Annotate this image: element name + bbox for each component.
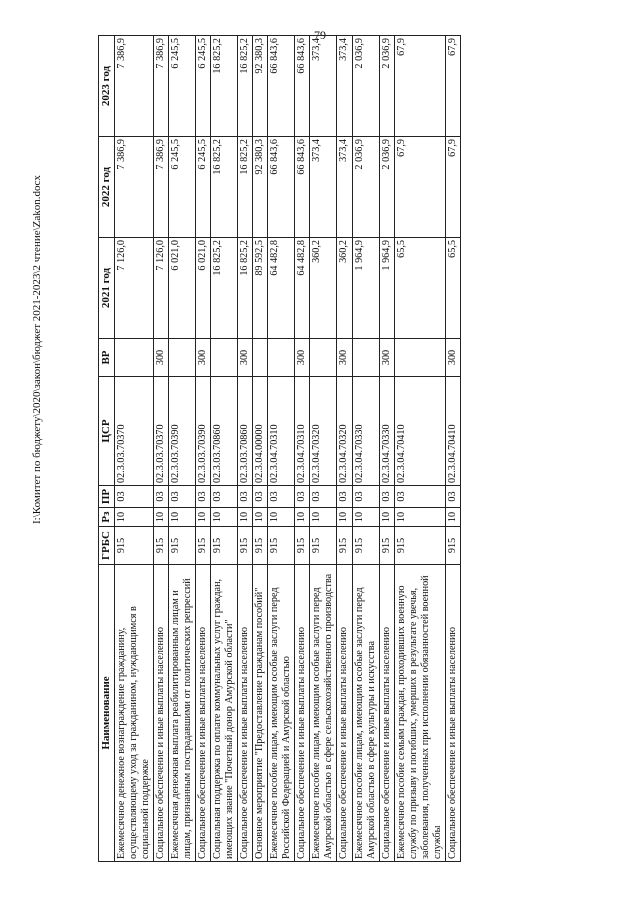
cell-vr: 300 (238, 339, 253, 377)
table-row (238, 36, 253, 862)
cell-2021: 16 825,2 (238, 238, 253, 339)
header-2023: 2023 год (99, 36, 115, 137)
cell-grbs: 915 (238, 527, 253, 565)
cell-csr: 02.3.03.70370 (154, 377, 169, 486)
cell-rz: 10 (394, 508, 445, 527)
cell-2023: 373,4 (310, 36, 337, 137)
cell-grbs: 915 (253, 527, 268, 565)
cell-vr: 300 (379, 339, 394, 377)
table-row (114, 36, 153, 862)
budget-table-rotated (98, 36, 556, 862)
table-row (337, 36, 352, 862)
cell-rz: 10 (253, 508, 268, 527)
header-grbs: ГРБС (99, 527, 115, 565)
cell-grbs: 915 (379, 527, 394, 565)
cell-2022: 373,4 (310, 137, 337, 238)
cell-2023: 6 245,5 (196, 36, 211, 137)
header-2021: 2021 год (99, 238, 115, 339)
cell-grbs: 915 (114, 527, 153, 565)
cell-name: Ежемесячное пособие семьям граждан, проходивших военную службу по призыву и погибших, умерших в результате увечья, заболевания, полученных при исполнении обязанностей военной службы (394, 565, 445, 862)
table-header-row (99, 36, 115, 862)
cell-2023: 2 036,9 (352, 36, 379, 137)
cell-pr: 03 (253, 486, 268, 508)
cell-2021: 65,5 (394, 238, 445, 339)
cell-2021: 7 126,0 (154, 238, 169, 339)
cell-csr: 02.3.04.70410 (394, 377, 445, 486)
cell-vr: 300 (445, 339, 460, 377)
cell-grbs: 915 (196, 527, 211, 565)
cell-2023: 7 386,9 (114, 36, 153, 137)
cell-grbs: 915 (154, 527, 169, 565)
cell-csr: 02.3.04.70330 (352, 377, 379, 486)
cell-2021: 6 021,0 (196, 238, 211, 339)
cell-csr: 02.3.03.70390 (196, 377, 211, 486)
cell-csr: 02.3.04.70320 (337, 377, 352, 486)
cell-csr: 02.3.04.70310 (268, 377, 295, 486)
cell-pr: 03 (445, 486, 460, 508)
cell-name: Ежемесячное денежное вознаграждение гражданину, осуществляющему уход за гражданином, нуждающимся в социальной поддержке (114, 565, 153, 862)
cell-2021: 6 021,0 (169, 238, 196, 339)
cell-grbs: 915 (394, 527, 445, 565)
cell-name: Социальное обеспечение и иные выплаты населению (154, 565, 169, 862)
cell-rz: 10 (352, 508, 379, 527)
cell-pr: 03 (352, 486, 379, 508)
cell-name: Основное мероприятие "Предоставление гражданам пособий" (253, 565, 268, 862)
cell-rz: 10 (310, 508, 337, 527)
header-pr: ПР (99, 486, 115, 508)
cell-name: Ежемесячная денежная выплата реабилитированным лицам и лицам, признанным пострадавшими от политических репрессий (169, 565, 196, 862)
cell-rz: 10 (114, 508, 153, 527)
cell-pr: 03 (379, 486, 394, 508)
cell-vr (394, 339, 445, 377)
cell-pr: 03 (268, 486, 295, 508)
table-row (445, 36, 460, 862)
table-row (253, 36, 268, 862)
cell-pr: 03 (337, 486, 352, 508)
budget-table (98, 35, 461, 862)
cell-rz: 10 (337, 508, 352, 527)
cell-2023: 7 386,9 (154, 36, 169, 137)
cell-grbs: 915 (268, 527, 295, 565)
cell-rz: 10 (445, 508, 460, 527)
table-row (169, 36, 196, 862)
cell-2021: 7 126,0 (114, 238, 153, 339)
cell-2022: 7 386,9 (154, 137, 169, 238)
cell-2022: 2 036,9 (379, 137, 394, 238)
cell-2021: 89 592,5 (253, 238, 268, 339)
cell-name: Социальное обеспечение и иные выплаты населению (196, 565, 211, 862)
cell-rz: 10 (238, 508, 253, 527)
cell-2022: 373,4 (337, 137, 352, 238)
table-row (268, 36, 295, 862)
cell-pr: 03 (394, 486, 445, 508)
cell-2022: 67,9 (445, 137, 460, 238)
table-row (295, 36, 310, 862)
cell-vr: 300 (295, 339, 310, 377)
cell-2022: 6 245,5 (196, 137, 211, 238)
cell-csr: 02.3.04.70410 (445, 377, 460, 486)
cell-rz: 10 (211, 508, 238, 527)
cell-csr: 02.3.03.70860 (211, 377, 238, 486)
header-vr: ВР (99, 339, 115, 377)
cell-pr: 03 (310, 486, 337, 508)
cell-vr (211, 339, 238, 377)
cell-2021: 360,2 (310, 238, 337, 339)
cell-2021: 64 482,8 (295, 238, 310, 339)
cell-csr: 02.3.04.00000 (253, 377, 268, 486)
cell-2023: 66 843,6 (268, 36, 295, 137)
cell-2021: 360,2 (337, 238, 352, 339)
cell-2022: 7 386,9 (114, 137, 153, 238)
cell-2023: 16 825,2 (211, 36, 238, 137)
cell-csr: 02.3.03.70370 (114, 377, 153, 486)
footer-file-path: I:\Комитет по бюджету\2020\закон\бюджет 2021-2023\2 чтение\Zakon.docx (31, 175, 43, 524)
cell-2022: 67,9 (394, 137, 445, 238)
page-number: 79 (314, 28, 326, 42)
cell-2023: 92 380,3 (253, 36, 268, 137)
cell-2022: 92 380,3 (253, 137, 268, 238)
cell-2022: 16 825,2 (211, 137, 238, 238)
table-row (196, 36, 211, 862)
cell-2022: 66 843,6 (268, 137, 295, 238)
cell-vr (268, 339, 295, 377)
cell-vr (310, 339, 337, 377)
header-name: Наименование (99, 565, 115, 862)
cell-pr: 03 (295, 486, 310, 508)
cell-rz: 10 (196, 508, 211, 527)
cell-grbs: 915 (310, 527, 337, 565)
cell-grbs: 915 (211, 527, 238, 565)
cell-grbs: 915 (337, 527, 352, 565)
cell-grbs: 915 (295, 527, 310, 565)
cell-grbs: 915 (445, 527, 460, 565)
cell-2023: 16 825,2 (238, 36, 253, 137)
cell-pr: 03 (238, 486, 253, 508)
cell-2022: 2 036,9 (352, 137, 379, 238)
cell-vr: 300 (154, 339, 169, 377)
cell-grbs: 915 (169, 527, 196, 565)
cell-2022: 16 825,2 (238, 137, 253, 238)
cell-name: Ежемесячное пособие лицам, имеющим особые заслуги перед Амурской областью в сфере сельскохозяйственного производства (310, 565, 337, 862)
table-row (310, 36, 337, 862)
cell-vr (352, 339, 379, 377)
cell-name: Социальное обеспечение и иные выплаты населению (295, 565, 310, 862)
header-csr: ЦСР (99, 377, 115, 486)
cell-2022: 6 245,5 (169, 137, 196, 238)
cell-2023: 373,4 (337, 36, 352, 137)
cell-csr: 02.3.03.70390 (169, 377, 196, 486)
table-row (394, 36, 445, 862)
header-2022: 2022 год (99, 137, 115, 238)
cell-rz: 10 (268, 508, 295, 527)
cell-2021: 64 482,8 (268, 238, 295, 339)
table-row (154, 36, 169, 862)
cell-vr (253, 339, 268, 377)
cell-pr: 03 (154, 486, 169, 508)
cell-2023: 67,9 (394, 36, 445, 137)
cell-2023: 6 245,5 (169, 36, 196, 137)
cell-rz: 10 (154, 508, 169, 527)
cell-csr: 02.3.03.70860 (238, 377, 253, 486)
cell-csr: 02.3.04.70310 (295, 377, 310, 486)
cell-2021: 65,5 (445, 238, 460, 339)
cell-2023: 67,9 (445, 36, 460, 137)
cell-rz: 10 (379, 508, 394, 527)
cell-2021: 1 964,9 (352, 238, 379, 339)
cell-2021: 1 964,9 (379, 238, 394, 339)
cell-name: Социальная поддержка по оплате коммунальных услуг граждан, имеющих звание "Почетный донор Амурской области" (211, 565, 238, 862)
cell-name: Социальное обеспечение и иные выплаты населению (337, 565, 352, 862)
cell-pr: 03 (114, 486, 153, 508)
table-row (211, 36, 238, 862)
table-row (352, 36, 379, 862)
cell-vr (169, 339, 196, 377)
cell-vr (114, 339, 153, 377)
table-body (114, 36, 460, 862)
cell-grbs: 915 (352, 527, 379, 565)
cell-vr: 300 (196, 339, 211, 377)
cell-rz: 10 (169, 508, 196, 527)
cell-pr: 03 (169, 486, 196, 508)
cell-pr: 03 (196, 486, 211, 508)
table-row (379, 36, 394, 862)
cell-csr: 02.3.04.70320 (310, 377, 337, 486)
cell-2021: 16 825,2 (211, 238, 238, 339)
cell-2022: 66 843,6 (295, 137, 310, 238)
cell-rz: 10 (295, 508, 310, 527)
cell-pr: 03 (211, 486, 238, 508)
cell-2023: 66 843,6 (295, 36, 310, 137)
header-rz: Рз (99, 508, 115, 527)
cell-name: Ежемесячное пособие лицам, имеющим особые заслуги перед Российской Федерацией и Амурской областью (268, 565, 295, 862)
cell-name: Социальное обеспечение и иные выплаты населению (379, 565, 394, 862)
cell-vr: 300 (337, 339, 352, 377)
cell-2023: 2 036,9 (379, 36, 394, 137)
cell-name: Социальное обеспечение и иные выплаты населению (445, 565, 460, 862)
cell-name: Социальное обеспечение и иные выплаты населению (238, 565, 253, 862)
cell-name: Ежемесячное пособие лицам, имеющим особые заслуги перед Амурской областью в сфере культуры и искусства (352, 565, 379, 862)
cell-csr: 02.3.04.70330 (379, 377, 394, 486)
